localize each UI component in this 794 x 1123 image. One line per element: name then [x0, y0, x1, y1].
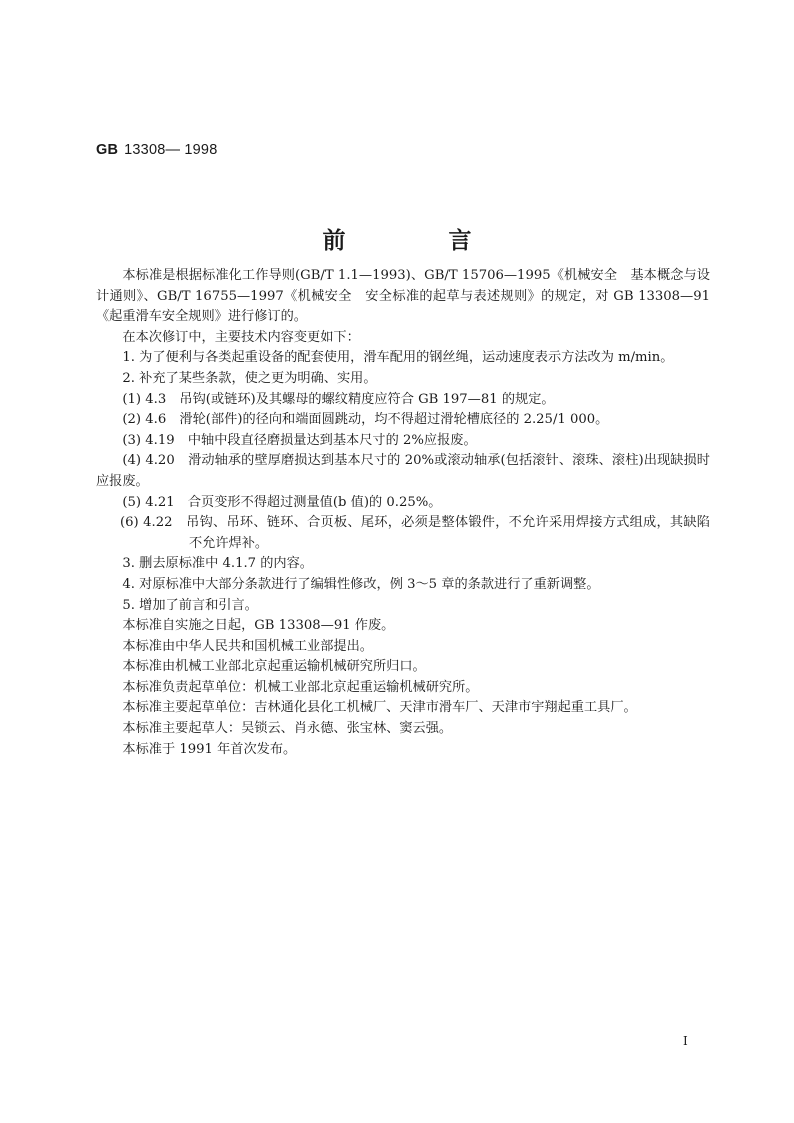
foreword-body [96, 266, 710, 760]
paragraph-clause-4-19: (3) 4.19 中轴中段直径磨损量达到基本尺寸的 2%应报废。 [122, 432, 477, 448]
page-number: I [683, 1034, 688, 1048]
paragraph-clause-4-22: (6) 4.22 吊钩、吊环、链环、合页板、尾环，必须是整体锻件，不允许采用焊接方式组成，其缺陷不允许焊补。 [120, 515, 710, 551]
paragraph-clause-4-6: (2) 4.6 滑轮(部件)的径向和端面圆跳动，均不得超过滑轮槽底径的 2.25/1 000。 [122, 412, 609, 428]
paragraph-change-1: 1. 为了便利与各类起重设备的配套使用，滑车配用的钢丝绳，运动速度表示方法改为 m/min。 [122, 350, 674, 366]
paragraph-clause-4-21: (5) 4.21 合页变形不得超过测量值(b 值)的 0.25%。 [122, 494, 442, 510]
paragraph-change-2: 2. 补充了某些条款，使之更为明确、实用。 [122, 370, 377, 386]
paragraph-changes-lead: 在本次修订中，主要技术内容变更如下： [122, 329, 360, 345]
page-title: 前 言 [322, 227, 512, 254]
paragraph-drafting-units: 本标准主要起草单位：吉林通化县化工机械厂、天津市滑车厂、天津市宇翔起重工具厂。 [122, 700, 637, 716]
standard-prefix: GB [96, 142, 119, 158]
paragraph-proposer: 本标准由中华人民共和国机械工业部提出。 [122, 638, 373, 654]
standard-code [96, 142, 217, 158]
paragraph-clause-4-3: (1) 4.3 吊钩(或链环)及其螺母的螺纹精度应符合 GB 197—81 的规定。 [122, 391, 555, 407]
paragraph-change-4: 4. 对原标准中大部分条款进行了编辑性修改，例 3～5 章的条款进行了重新调整。 [122, 576, 600, 592]
paragraph-supersedes: 本标准自实施之日起，GB 13308—91 作废。 [122, 618, 395, 634]
paragraph-administrator: 本标准由机械工业部北京起重运输机械研究所归口。 [122, 659, 426, 675]
paragraph-lead-drafter: 本标准负责起草单位：机械工业部北京起重运输机械研究所。 [122, 679, 479, 695]
paragraph-first-issue: 本标准于 1991 年首次发布。 [122, 741, 297, 757]
standard-number: 13308— 1998 [124, 142, 218, 158]
paragraph-change-5: 5. 增加了前言和引言。 [122, 597, 258, 613]
paragraph-clause-4-20: (4) 4.20 滑动轴承的壁厚磨损达到基本尺寸的 20%或滚动轴承(包括滚针、滚珠、滚柱)出现缺损时应报废。 [96, 453, 710, 489]
paragraph-drafters: 本标准主要起草人：吴锁云、肖永德、张宝林、窦云强。 [122, 721, 453, 737]
paragraph-intro: 本标准是根据标准化工作导则(GB/T 1.1—1993)、GB/T 15706—1995《机械安全 基本概念与设计通则》、GB/T 16755—1997《机械安全 安全标准的起草与表述规则》的规定，对 GB 13308—91《起重滑车安全规则》进行修订的。 [96, 268, 710, 325]
paragraph-change-3: 3. 删去原标准中 4.1.7 的内容。 [122, 556, 313, 572]
